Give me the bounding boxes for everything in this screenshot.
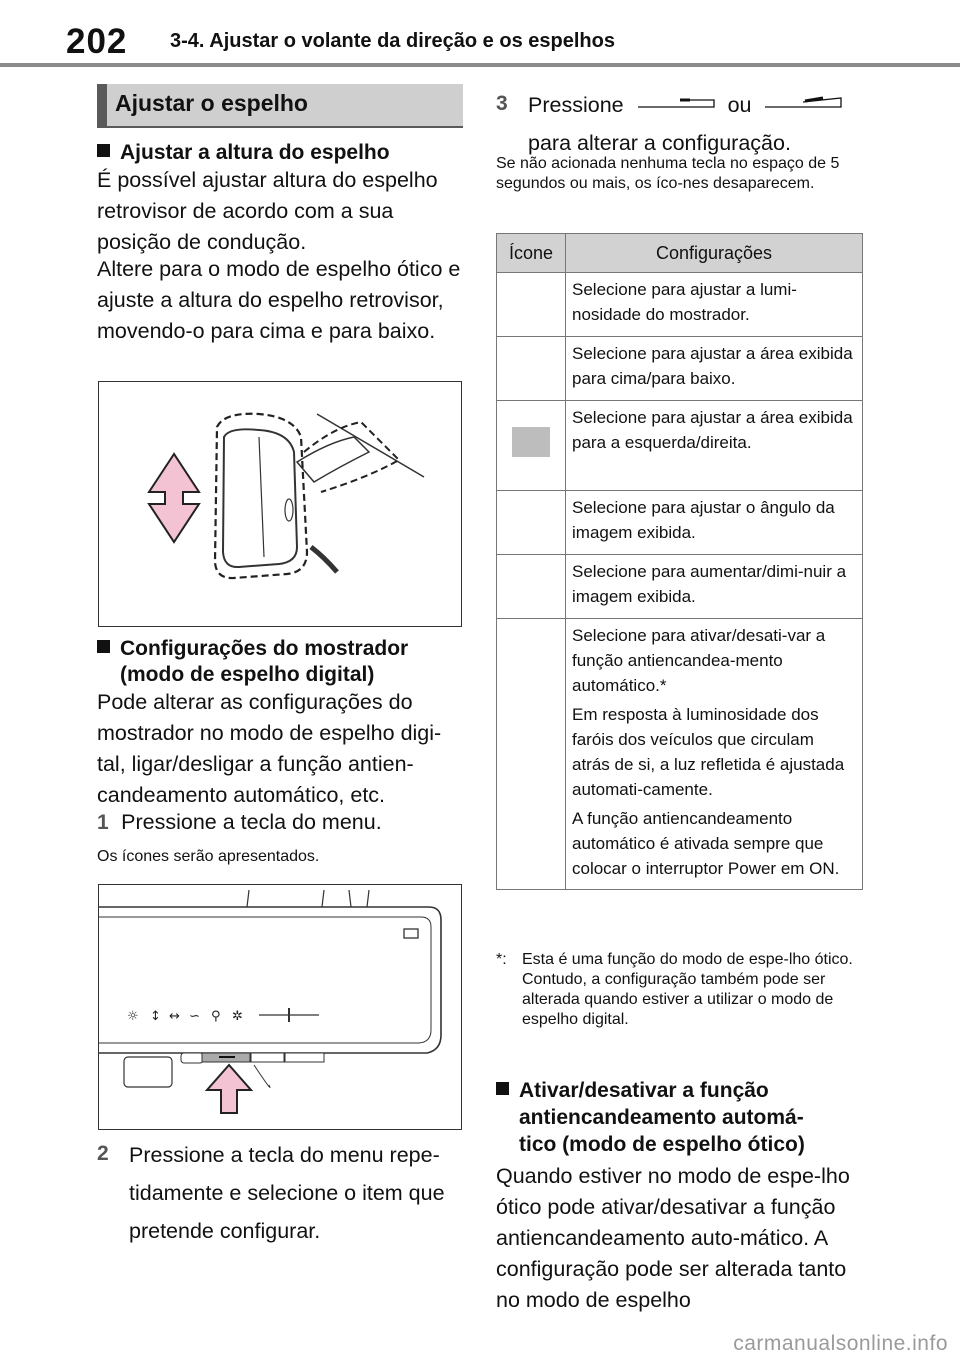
footnote-text: Esta é uma função do modo de espe-lho ótico. Contudo, a configuração também pode ser alterada quando estiver a utilizar o modo de espelho digital. (522, 951, 853, 1028)
header-divider (0, 63, 960, 67)
mirror-height-illustration (98, 381, 462, 627)
table-row (497, 337, 863, 401)
footnote (496, 950, 866, 1030)
section-title: Ajustar o espelho (115, 90, 308, 116)
table-row (497, 555, 863, 619)
subheading-antiglare: Ativar/desativar a função antiencandeamento automá- tico (modo de espelho ótico) (496, 1077, 866, 1158)
table-cell: Selecione para ajustar a área exibida para a esquerda/direita. (566, 401, 863, 491)
table-row (497, 273, 863, 337)
icon-settings-table (496, 233, 863, 890)
updown-menu-icon: ↕ (150, 1009, 161, 1024)
table-cell: Selecione para ajustar a lumi-nosidade do mostrador. (566, 273, 863, 337)
chapter-title: 3-4. Ajustar o volante da direção e os espelhos (170, 30, 615, 52)
left-right-icon-cell (497, 401, 566, 491)
antiglare-menu-icon: ✲ (232, 1009, 243, 1024)
step-2-number: 2 (97, 1142, 109, 1165)
up-down-icon (497, 337, 566, 401)
table-cell: Selecione para ajustar o ângulo da imagem exibida. (566, 491, 863, 555)
mirror-menu-illustration (98, 884, 462, 1130)
paragraph-antiglare: Quando estiver no modo de espe-lho ótico pode ativar/desativar a função antiencandeamento auto-mático. A configuração pode ser alterada tanto no modo de espelho (496, 1164, 850, 1312)
step-1-text: Pressione a tecla do menu. (121, 810, 382, 834)
angle-menu-icon: ∽ (189, 1009, 200, 1024)
step-1-number: 1 (97, 811, 109, 834)
mirror-menu-drawing (99, 885, 460, 1128)
step-2 (97, 1136, 469, 1250)
section-underline (97, 126, 463, 128)
bullet-square-icon (97, 144, 110, 157)
minus-key-icon (636, 94, 716, 110)
plus-key-icon (763, 94, 843, 110)
antiglare-desc-1: Selecione para ativar/desati-var a função antiencandea-mento automático.* (572, 626, 826, 695)
table-cell: Selecione para aumentar/dimi-nuir a imagem exibida. (566, 555, 863, 619)
table-row (497, 491, 863, 555)
bullet-square-icon (496, 1082, 509, 1095)
step-3-word: Pressione (528, 93, 624, 117)
left-right-icon (512, 427, 550, 457)
step-3 (496, 86, 866, 162)
press-arrow-icon (207, 1065, 251, 1113)
antiglare-desc-2: Em resposta à luminosidade dos faróis dos veículos que circulam atrás de si, a luz refletida é ajustada automati-camente. (572, 705, 845, 799)
antiglare-desc-3: A função antiencandeamento automático é ativada sempre que colocar o interruptor Power em ON. (572, 809, 840, 878)
paragraph-height-2: Altere para o modo de espelho ótico e ajuste a altura do espelho retrovisor, movendo-o para cima e para baixo. (97, 257, 461, 343)
table-row (497, 401, 863, 491)
step-3-or: ou (727, 93, 752, 117)
brightness-menu-icon: ☼ (127, 1009, 139, 1024)
table-header-icon: Ícone (497, 234, 566, 273)
watermark: carmanualsonline.info (733, 1332, 948, 1355)
section-title-box (97, 84, 463, 126)
mirror-height-drawing (99, 382, 460, 625)
angle-icon (497, 491, 566, 555)
table-header-settings: Configurações (566, 234, 863, 273)
zoom-icon (497, 555, 566, 619)
step-3-note: Se não acionada nenhuma tecla no espaço de 5 segundos ou mais, os íco-nes desaparecem. (496, 155, 840, 192)
up-down-arrow-icon (149, 454, 199, 542)
zoom-menu-icon: ⚲ (211, 1009, 221, 1024)
footnote-mark: *: (496, 951, 507, 968)
subheading-display-settings: Configurações do mostrador (modo de espelho digital) (97, 636, 467, 688)
leftright-menu-icon: ↔ (169, 1009, 180, 1024)
table-cell: Selecione para ajustar a área exibida para cima/para baixo. (566, 337, 863, 401)
step-1 (97, 803, 467, 841)
paragraph-display-settings: Pode alterar as configurações do mostrador no modo de espelho digi-tal, ligar/desligar a função antien-candeamento automático, etc. (97, 690, 442, 807)
bullet-square-icon (97, 640, 110, 653)
step-3-rest: para alterar a configuração. (528, 131, 791, 155)
step-1-note: Os ícones serão apresentados. (97, 848, 320, 865)
brightness-icon (497, 273, 566, 337)
table-row (497, 619, 863, 890)
step-3-number: 3 (496, 92, 508, 115)
subheading-mirror-height: Ajustar a altura do espelho (97, 140, 390, 166)
page-number: 202 (66, 22, 128, 61)
table-cell (566, 619, 863, 890)
auto-antiglare-icon (497, 619, 566, 890)
paragraph-height-1: É possível ajustar altura do espelho retrovisor de acordo com a sua posição de condução. (97, 168, 438, 254)
step-2-text: Pressione a tecla do menu repe-tidamente e selecione o item que pretende configurar. (129, 1143, 445, 1243)
